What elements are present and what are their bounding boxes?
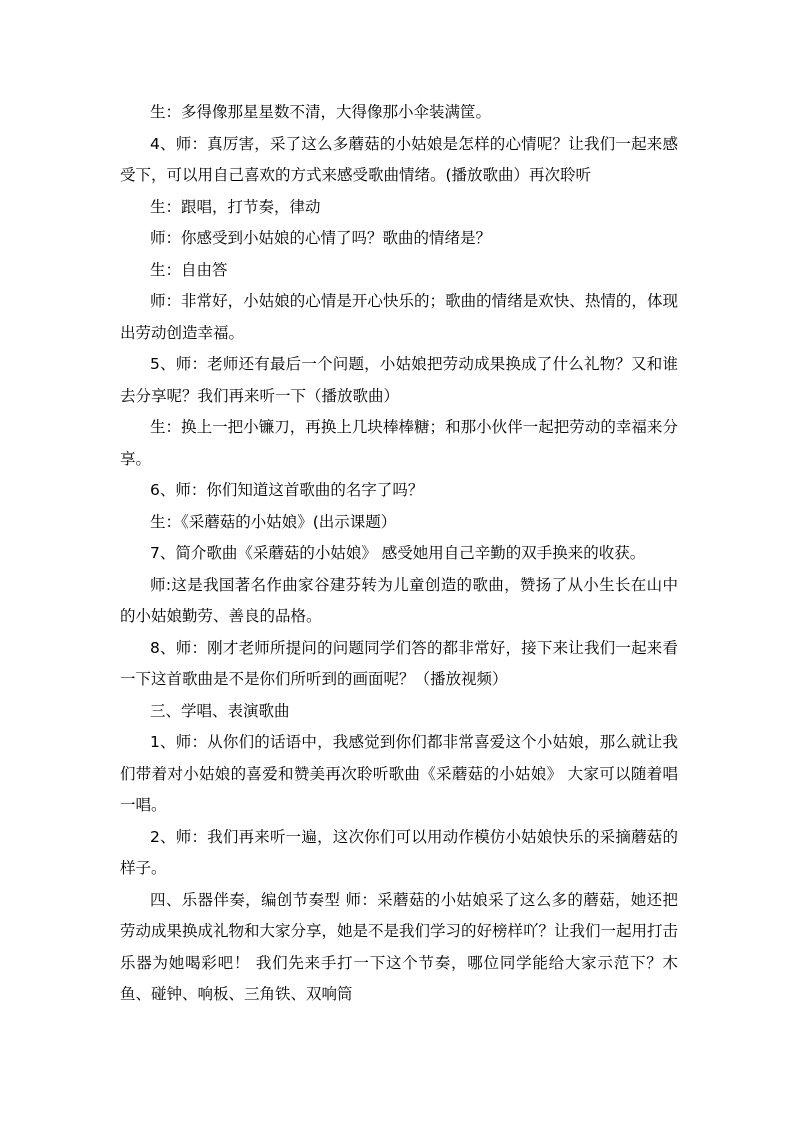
paragraph-step-5: 5、师：老师还有最后一个问题，小姑娘把劳动成果换成了什么礼物？又和谁去分享呢？我们再来听一下（播放歌曲） — [120, 355, 678, 405]
paragraph-student-free-answer: 生：自由答 — [150, 260, 228, 279]
paragraph-student-song-title: 生：《采蘑菇的小姑娘》(出示课题） — [150, 512, 397, 531]
paragraph-step-6: 6、师：你们知道这首歌曲的名字了吗？ — [150, 481, 424, 499]
paragraph-student-answer-mushrooms: 生：多得像那星星数不清，大得像那小伞装满筐。 — [150, 103, 492, 121]
paragraph-learn-step-2: 2、师：我们再来听一遍，这次你们可以用动作模仿小姑娘快乐的采摘蘑菇的样子。 — [120, 827, 678, 877]
paragraph-teacher-composer-intro: 师:这是我国著名作曲家谷建芬转为儿童创造的歌曲，赞扬了从小生长在山中的小姑娘勤劳、善良的品格。 — [120, 575, 678, 625]
paragraph-step-8: 8、师：刚才老师所提问的问题同学们答的都非常好，接下来让我们一起来看一下这首歌曲是不是你们所听到的画面呢？（播放视频） — [120, 638, 678, 688]
paragraph-step-4: 4、师：真厉害，采了这么多蘑菇的小姑娘是怎样的心情呢？让我们一起来感受下，可以用自己喜欢的方式来感受歌曲情绪。(播放歌曲）再次聆听 — [120, 134, 678, 184]
paragraph-student-answer-gifts: 生：换上一把小镰刀，再换上几块棒棒糖；和那小伙伴一起把劳动的幸福来分享。 — [120, 418, 678, 468]
paragraph-step-7: 7、简介歌曲《采蘑菇的小姑娘》 感受她用自己辛勤的双手换来的收获。 — [150, 544, 646, 562]
document-body — [120, 97, 678, 1011]
paragraph-student-sing-along: 生：跟唱，打节奏，律动 — [150, 197, 321, 216]
paragraph-instrument-accompaniment: 四、乐器伴奏，编创节奏型 师：采蘑菇的小姑娘采了这么多的蘑菇，她还把劳动成果换成礼物和大家分享，她是不是我们学习的好榜样吖？让我们一起用打击乐器为她喝彩吧！ 我们先来手打一下这个节奏，哪位同学能给大家示范下？木鱼、碰钟、响板、三角铁、双响筒 — [120, 890, 679, 1003]
paragraph-learn-step-1: 1、师：从你们的话语中，我感觉到你们都非常喜爱这个小姑娘，那么就让我们带着对小姑娘的喜爱和赞美再次聆听歌曲《采蘑菇的小姑娘》 大家可以随着唱一唱。 — [120, 733, 678, 814]
section-heading-learn-sing: 三、学唱、表演歌曲 — [150, 701, 290, 720]
paragraph-teacher-summary-mood: 师：非常好，小姑娘的心情是开心快乐的；歌曲的情绪是欢快、热情的，体现出劳动创造幸福。 — [120, 292, 678, 342]
paragraph-teacher-question-mood: 师：你感受到小姑娘的心情了吗？歌曲的情绪是？ — [150, 229, 492, 247]
